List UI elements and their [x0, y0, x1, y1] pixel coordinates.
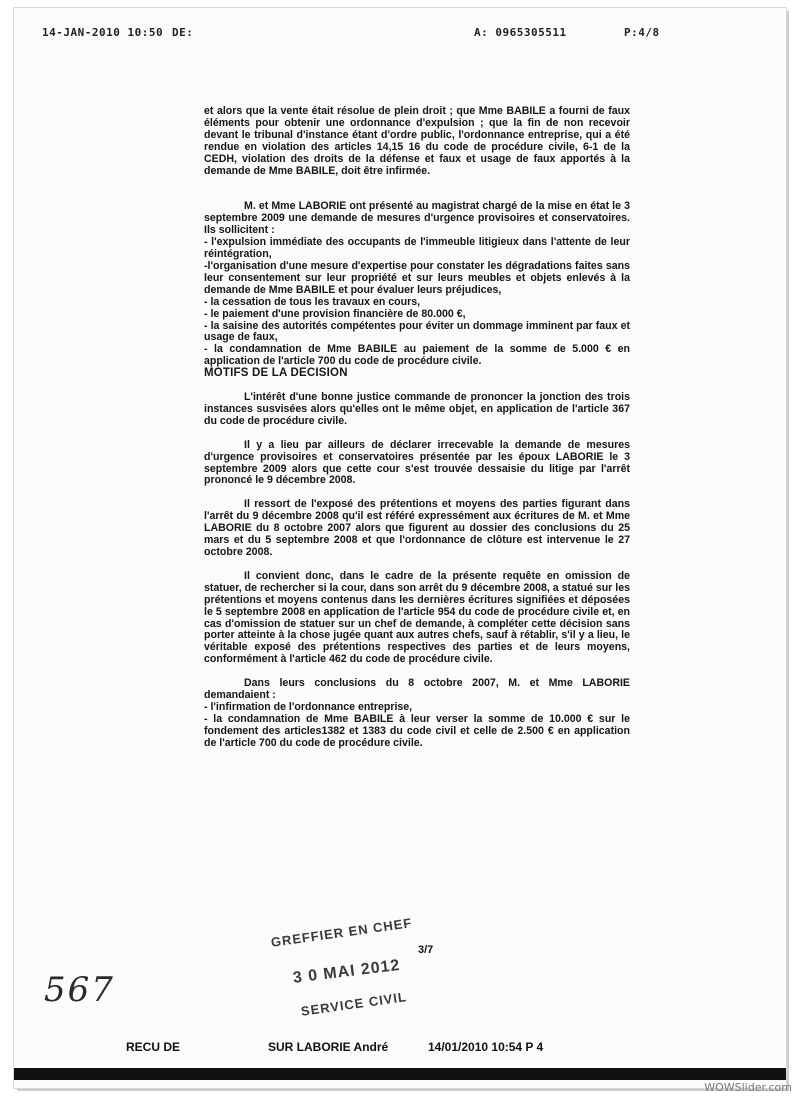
- paragraph-4: Il y a lieu par ailleurs de déclarer irrecevable la demande de mesures d'urgence provisoires et conservatoires présentée par les époux LABORIE le 3 septembre 2009 alors que cette cour s'est trouvée dessaisie du litige par l'arrêt prononcé le 9 décembre 2008.: [204, 438, 630, 487]
- page-number: 3/7: [418, 944, 434, 956]
- paragraph-2: M. et Mme LABORIE ont présenté au magistrat chargé de la mise en état le 3 septembre 2009 une demande de mesures d'urgence provisoires et conservatoires. Ils sollicitent :: [204, 200, 630, 237]
- paragraph-6: Il convient donc, dans le cadre de la présente requête en omission de statuer, de rechercher si la cour, dans son arrêt du 9 décembre 2008, a statué sur les prétentions et moyens contenus dans les dernières écritures signifiées et déposées le 5 septembre 2008 en application de l'article 954 du code de procédure civile et, en cas d'omission de statuer sur un chef de demande, à compléter cette décision sans porter atteinte à la chose jugée quant aux autres chefs, sauf à rétablir, s'il y a lieu, le véritable exposé des prétentions respectives des parties et de leurs moyens, conformément à l'article 462 du code de procédure civile.: [204, 569, 630, 666]
- list-item: - la saisine des autorités compétentes pour éviter un dommage imminent par faux et usage de faux,: [204, 319, 630, 344]
- list-item: -l'organisation d'une mesure d'expertise pour constater les dégradations faites sans leur consentement sur leur propriété et sur leurs meubles et objets enlevés à la demande de Mme BABILE et pour évaluer leurs préjudices,: [204, 259, 630, 296]
- footer-recu: RECU DE: [126, 1040, 181, 1054]
- fax-from: DE:: [172, 26, 194, 39]
- footer-timestamp: 14/01/2010 10:54 P 4: [428, 1040, 544, 1054]
- fax-to: A: 0965305511: [474, 26, 567, 39]
- stamp-greffier: GREFFIER EN CHEF: [270, 915, 414, 950]
- document-body: [204, 106, 630, 750]
- fax-page-count: P:4/8: [624, 26, 660, 39]
- stamp-date: 3 0 MAI 2012: [292, 956, 402, 987]
- fax-date: 14-JAN-2010 10:50: [42, 26, 164, 39]
- list-item: - l'expulsion immédiate des occupants de l'immeuble litigieux dans l'attente de leur réintégration,: [204, 236, 630, 261]
- list-item: - la condamnation de Mme BABILE à leur verser la somme de 10.000 € sur le fondement des articles1382 et 1383 du code civil et celle de 2.500 € en application de l'article 700 du code de procédure civile.: [204, 712, 630, 749]
- paragraph-1: et alors que la vente était résolue de plein droit ; que Mme BABILE a fourni de faux éléments pour obtenir une ordonnance d'expulsion ; que la fin de non recevoir devant le tribunal d'instance étant d'ordre public, l'ordonnance entreprise, qui a été rendue en violation des articles 14,15 16 du code de procédure civile, 6-1 de la CEDH, violation des droits de la défense et faux et usage de faux apportés à la demande de Mme BABILE, doit être infirmée.: [204, 105, 630, 177]
- list-item: - la cessation de tous les travaux en cours,: [204, 295, 421, 308]
- fax-bottom-bar: [14, 1068, 786, 1080]
- list-item: - l'infirmation de l'ordonnance entreprise,: [204, 700, 413, 713]
- demands-list: [204, 702, 630, 750]
- list-item: - la condamnation de Mme BABILE au paiement de la somme de 5.000 € en application de l'article 700 du code de procédure civile.: [204, 343, 630, 368]
- section-heading: MOTIFS DE LA DECISION: [204, 367, 348, 380]
- paragraph-7: Dans leurs conclusions du 8 octobre 2007, M. et Mme LABORIE demandaient :: [204, 677, 630, 702]
- paragraph-3: L'intérêt d'une bonne justice commande de prononcer la jonction des trois instances susvisées alors qu'elles ont le même objet, en application de l'article 367 du code de procédure civile.: [204, 391, 630, 427]
- watermark: WOWSlider.com: [704, 1081, 792, 1094]
- footer-sender: SUR LABORIE André: [268, 1040, 389, 1054]
- requests-list: [204, 237, 630, 368]
- stamp-service: SERVICE CIVIL: [300, 989, 408, 1019]
- handwritten-number: 567: [44, 970, 115, 1010]
- list-item: - le paiement d'une provision financière de 80.000 €,: [204, 307, 466, 320]
- paragraph-5: Il ressort de l'exposé des prétentions et moyens des parties figurant dans l'arrêt du 9 décembre 2008 qu'il est référé expressément aux écritures de M. et Mme LABORIE du 8 octobre 2007 alors que figurent au dossier des conclusions du 25 mars et du 5 septembre 2008 et que l'ordonnance de clôture est intervenue le 27 octobre 2008.: [204, 498, 630, 558]
